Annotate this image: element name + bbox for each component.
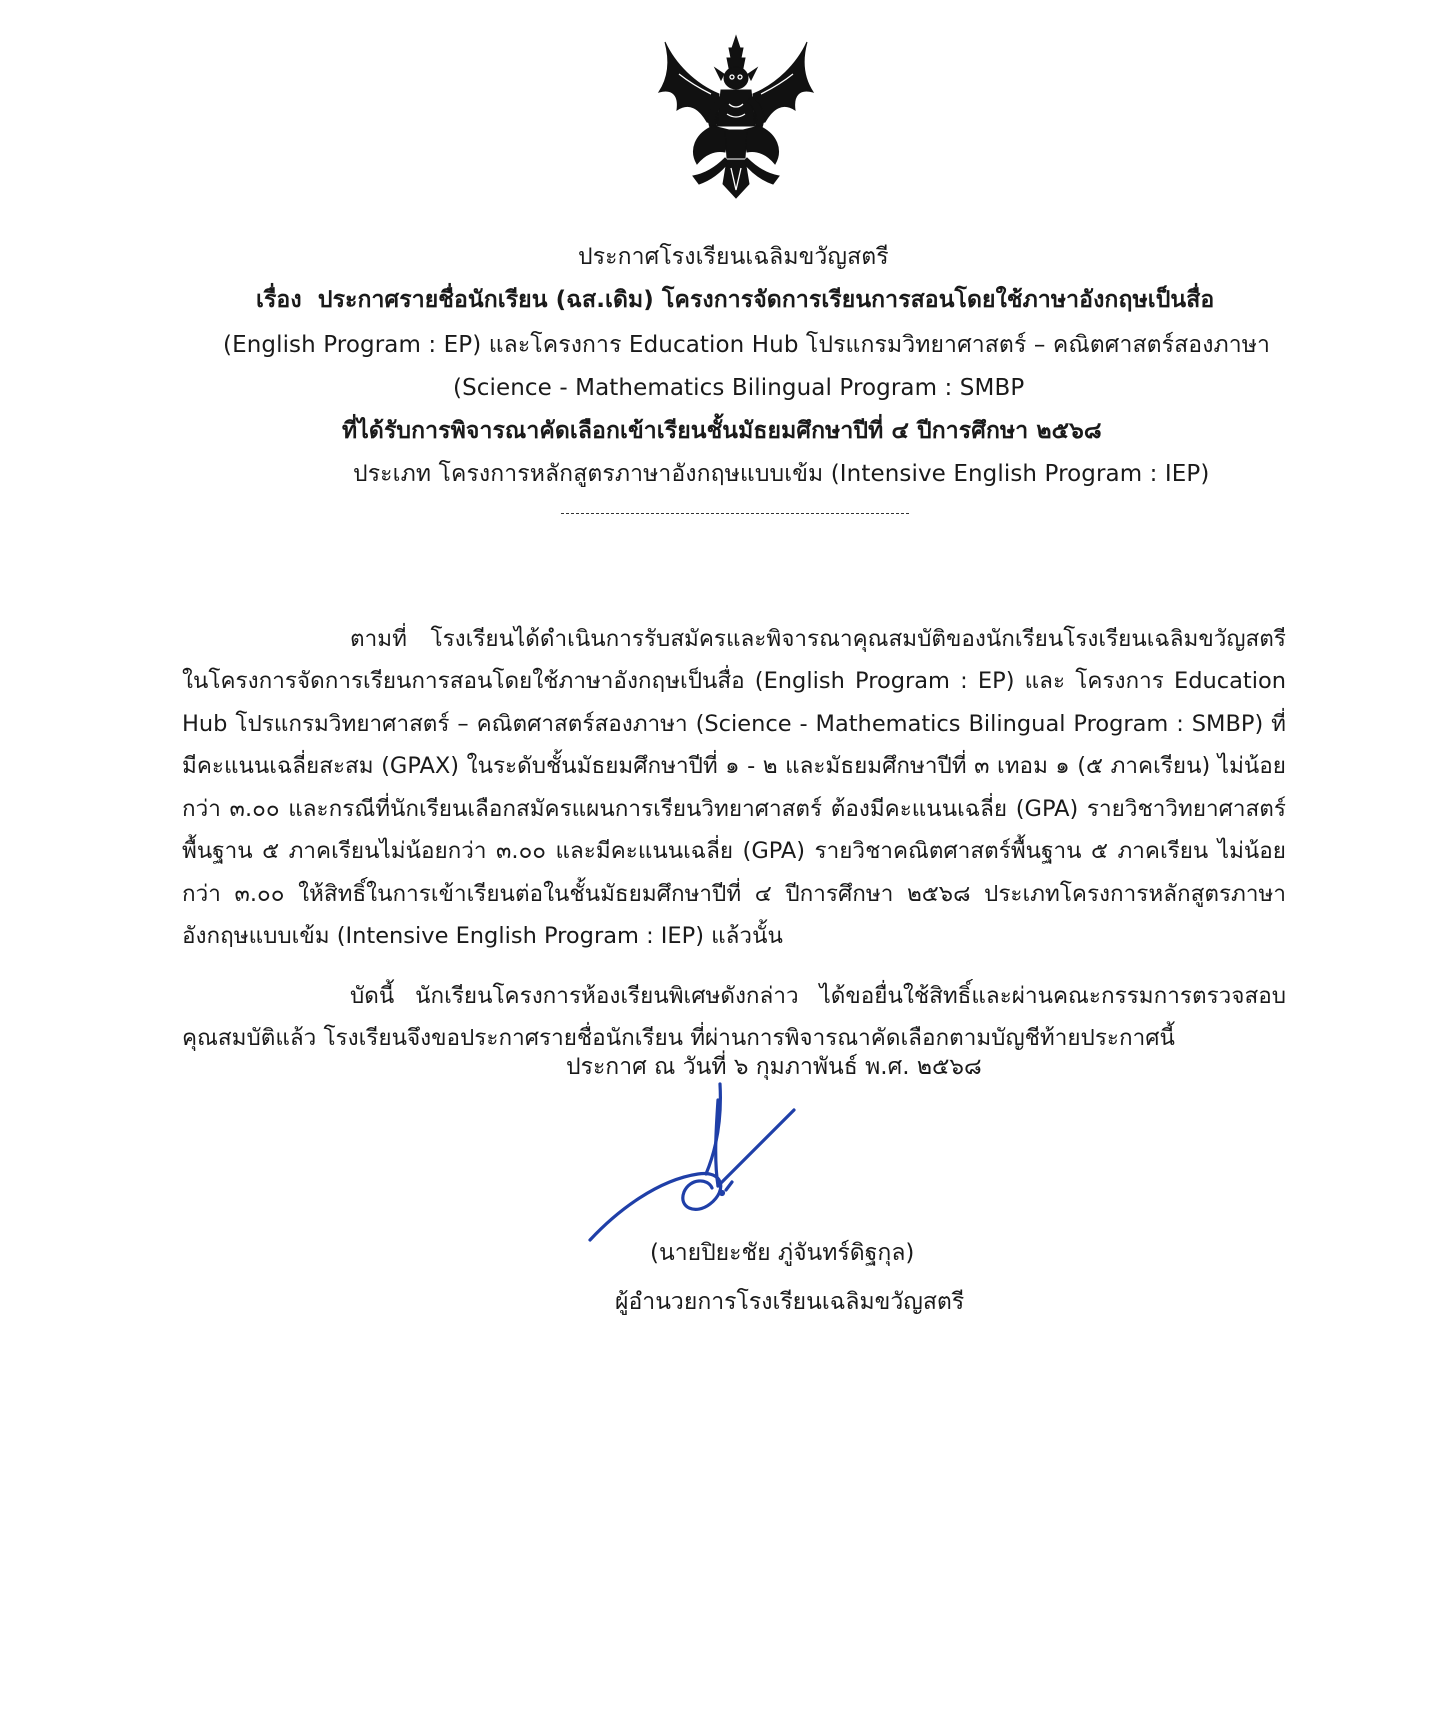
subject-line-2: (English Program : EP) และโครงการ Education Hub โปรแกรมวิทยาศาสตร์ – คณิตศาสตร์สองภาษา <box>223 332 1271 358</box>
subject-text: ประกาศรายชื่อนักเรียน (ฉส.เดิม) โครงการจัดการเรียนการสอนโดยใช้ภาษาอังกฤษเป็นสื่อ <box>317 287 1215 313</box>
handwritten-signature-icon <box>588 1070 798 1245</box>
signer-name: (นายปิยะชัย ภู่จันทร์ดิฐกุล) <box>650 1240 915 1266</box>
body-paragraph-1: ตามที่ โรงเรียนได้ดำเนินการรับสมัครและพิจารณาคุณสมบัติของนักเรียนโรงเรียนเฉลิมขวัญสตรี ในโครงการจัดการเรียนการสอนโดยใช้ภาษาอังกฤษเป็นสื่อ (English Program : EP) และ โครงการ Education Hub โปรแกรมวิทยาศาสตร์ – คณิตศาสตร์สองภาษา (Science - Mathematics Bilingual Program : SMBP) ที่มีคะแนนเฉลี่ยสะสม (GPAX) ในระดับชั้นมัธยมศึกษาปีที่ ๑ - ๒ และมัธยมศึกษาปีที่ ๓ เทอม ๑ (๕ ภาคเรียน) ไม่น้อยกว่า ๓.๐๐ และกรณีที่นักเรียนเลือกสมัครแผนการเรียนวิทยาศาสตร์ ต้องมีคะแนนเฉลี่ย (GPA) รายวิชาวิทยาศาสตร์พื้นฐาน ๕ ภาคเรียนไม่น้อยกว่า ๓.๐๐ และมีคะแนนเฉลี่ย (GPA) รายวิชาคณิตศาสตร์พื้นฐาน ๕ ภาคเรียน ไม่น้อยกว่า ๓.๐๐ ให้สิทธิ์ในการเข้าเรียนต่อในชั้นมัธยมศึกษาปีที่ ๔ ปีการศึกษา ๒๕๖๘ ประเภทโครงการหลักสูตรภาษาอังกฤษแบบเข้ม (Intensive English Program : IEP) แล้วนั้น <box>182 625 1286 949</box>
body-paragraph-2: บัดนี้ นักเรียนโครงการห้องเรียนพิเศษดังกล่าว ได้ขอยื่นใช้สิทธิ์และผ่านคณะกรรมการตรวจสอบคุณสมบัติแล้ว โรงเรียนจึงขอประกาศรายชื่อนักเรียน ที่ผ่านการพิจารณาคัดเลือกตามบัญชีท้ายประกาศนี้ <box>182 982 1286 1051</box>
subject-line <box>256 285 1214 315</box>
subject-line-5: ประเภท โครงการหลักสูตรภาษาอังกฤษแบบเข้ม (Intensive English Program : IEP) <box>353 461 1210 487</box>
subject-line-3: (Science - Mathematics Bilingual Program : SMBP <box>453 375 1025 401</box>
subject-line-4: ที่ได้รับการพิจารณาคัดเลือกเข้าเรียนชั้นมัธยมศึกษาปีที่ ๔ ปีการศึกษา ๒๕๖๘ <box>342 418 1102 444</box>
signer-position: ผู้อำนวยการโรงเรียนเฉลิมขวัญสตรี <box>615 1289 965 1315</box>
announcement-title: ประกาศโรงเรียนเฉลิมขวัญสตรี <box>578 244 889 270</box>
header-separator <box>561 513 909 514</box>
announcement-date: ประกาศ ณ วันที่ ๖ กุมภาพันธ์ พ.ศ. ๒๕๖๘ <box>566 1054 982 1080</box>
garuda-emblem-icon <box>655 34 817 200</box>
subject-label: เรื่อง <box>256 287 302 313</box>
